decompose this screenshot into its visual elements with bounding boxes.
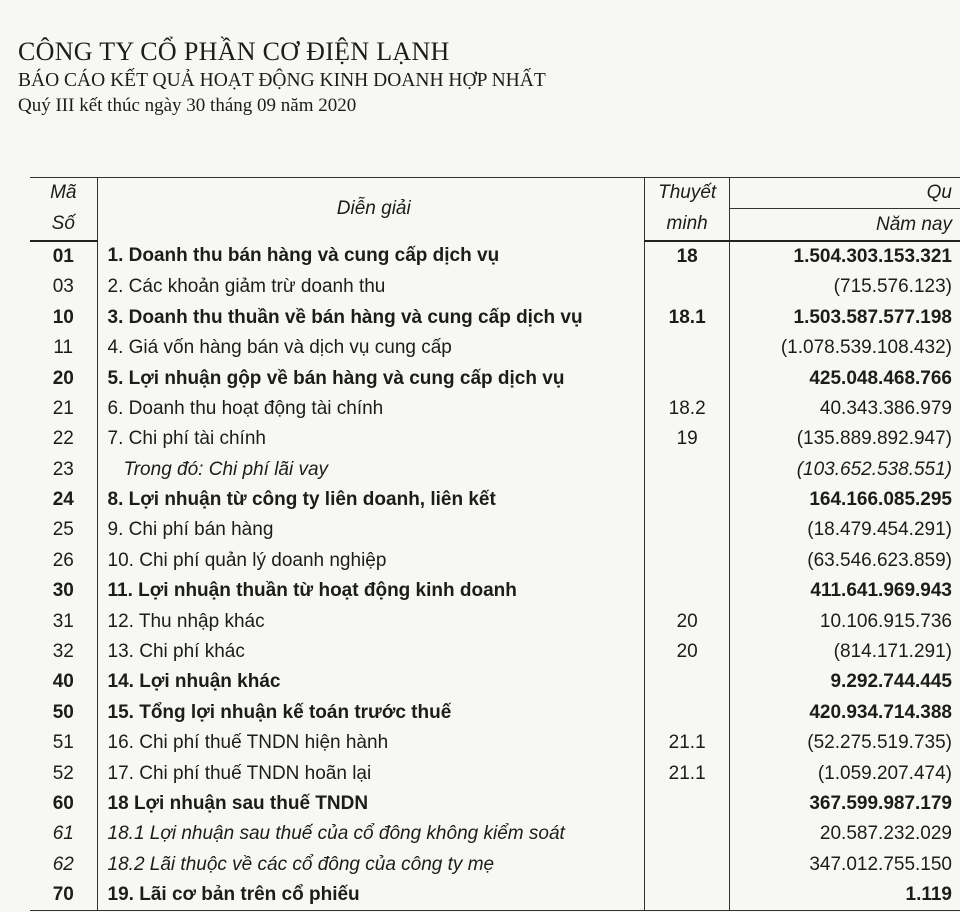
row-code: 26	[30, 546, 97, 576]
row-note	[644, 363, 729, 393]
row-note	[644, 455, 729, 485]
table-row	[30, 333, 960, 363]
row-amount: 20.587.232.029	[819, 823, 952, 845]
table-row	[30, 272, 960, 302]
row-note: 20	[644, 606, 729, 636]
table-row	[30, 606, 960, 636]
row-description: 18 Lợi nhuận sau thuế TNDN	[97, 789, 644, 819]
row-note	[644, 576, 729, 606]
row-note: 21.1	[644, 728, 729, 758]
row-amount: (135.889.892.947)	[796, 428, 952, 450]
row-note: 21.1	[644, 758, 729, 788]
row-code: 62	[30, 850, 97, 880]
row-code: 31	[30, 606, 97, 636]
row-amount: (1.078.539.108.432)	[780, 337, 952, 359]
table-row	[30, 515, 960, 545]
row-code: 70	[30, 880, 97, 911]
row-note: 20	[644, 637, 729, 667]
table-row	[30, 394, 960, 424]
row-amount: 10.106.915.736	[819, 610, 952, 632]
row-description: 17. Chi phí thuế TNDN hoãn lại	[97, 758, 644, 788]
row-note: 19	[644, 424, 729, 454]
row-code: 22	[30, 424, 97, 454]
row-code: 61	[30, 819, 97, 849]
row-code: 20	[30, 363, 97, 393]
row-code: 03	[30, 272, 97, 302]
table-row	[30, 758, 960, 788]
report-header	[18, 36, 546, 117]
row-amount: 1.119	[730, 880, 960, 911]
row-description: 9. Chi phí bán hàng	[97, 515, 644, 545]
table-row	[30, 819, 960, 849]
header-note-bottom: minh	[644, 209, 729, 241]
table-row	[30, 424, 960, 454]
header-current-year: Năm nay	[730, 209, 960, 241]
row-note	[644, 819, 729, 849]
row-amount: 367.599.987.179	[809, 793, 952, 814]
table-row	[30, 850, 960, 880]
header-code-bottom: Số	[30, 209, 97, 241]
row-description: 7. Chi phí tài chính	[97, 424, 644, 454]
table-row	[30, 698, 960, 728]
row-code: 40	[30, 667, 97, 697]
row-amount: (63.546.623.859)	[807, 549, 952, 571]
row-note	[644, 850, 729, 880]
row-note	[644, 880, 729, 911]
row-description: 6. Doanh thu hoạt động tài chính	[97, 394, 644, 424]
row-note	[644, 667, 729, 697]
row-description: 11. Lợi nhuận thuần từ hoạt động kinh doanh	[97, 576, 644, 606]
row-description: 8. Lợi nhuận từ công ty liên doanh, liên kết	[97, 485, 644, 515]
row-description: 10. Chi phí quản lý doanh nghiệp	[97, 546, 644, 576]
row-amount: (814.171.291)	[833, 641, 952, 663]
row-note: 18.2	[644, 394, 729, 424]
row-amount: 1.504.303.153.321	[793, 245, 952, 267]
row-description: 1. Doanh thu bán hàng và cung cấp dịch vụ	[97, 241, 644, 272]
row-code: 50	[30, 698, 97, 728]
row-amount: 425.048.468.766	[809, 367, 952, 389]
row-code: 11	[30, 333, 97, 363]
row-amount: (103.652.538.551)	[796, 458, 952, 480]
company-name: CÔNG TY CỔ PHẦN CƠ ĐIỆN LẠNH	[18, 37, 450, 66]
header-code-top: Mã	[30, 178, 97, 209]
row-note	[644, 546, 729, 576]
row-description: 15. Tổng lợi nhuận kế toán trước thuế	[97, 698, 644, 728]
report-period: Quý III kết thúc ngày 30 tháng 09 năm 2020	[18, 94, 357, 116]
row-code: 32	[30, 637, 97, 667]
row-code: 51	[30, 728, 97, 758]
row-note: 18	[644, 241, 729, 272]
row-code: 01	[30, 241, 97, 272]
row-description: 18.1 Lợi nhuận sau thuế của cổ đông không kiểm soát	[97, 819, 644, 849]
row-amount: 164.166.085.295	[809, 489, 952, 511]
table-row	[30, 363, 960, 393]
table-row	[30, 637, 960, 667]
row-description: 5. Lợi nhuận gộp về bán hàng và cung cấp dịch vụ	[97, 363, 644, 393]
row-code: 25	[30, 515, 97, 545]
row-description: 2. Các khoản giảm trừ doanh thu	[97, 272, 644, 302]
row-description: 16. Chi phí thuế TNDN hiện hành	[97, 728, 644, 758]
header-note-top: Thuyết	[644, 178, 729, 209]
table-row	[30, 880, 960, 911]
header-period-group: Qu	[730, 178, 960, 209]
row-description: 13. Chi phí khác	[97, 637, 644, 667]
report-title: BÁO CÁO KẾT QUẢ HOẠT ĐỘNG KINH DOANH HỢP NHẤT	[18, 70, 546, 92]
table-row	[30, 241, 960, 272]
table-row	[30, 546, 960, 576]
row-code: 24	[30, 485, 97, 515]
table-row	[30, 485, 960, 515]
table-row	[30, 789, 960, 819]
row-description	[97, 455, 644, 485]
row-note	[644, 789, 729, 819]
row-code: 30	[30, 576, 97, 606]
row-amount: (1.059.207.474)	[817, 762, 952, 784]
row-amount: 40.343.386.979	[819, 397, 952, 419]
row-description: 19. Lãi cơ bản trên cổ phiếu	[97, 880, 644, 911]
income-statement-table	[30, 177, 960, 911]
row-code: 60	[30, 789, 97, 819]
row-note	[644, 515, 729, 545]
table-row	[30, 576, 960, 606]
row-note	[644, 485, 729, 515]
row-amount: 420.934.714.388	[809, 701, 952, 723]
row-note	[644, 333, 729, 363]
row-amount: 347.012.755.150	[809, 853, 952, 875]
row-note	[644, 272, 729, 302]
row-description: 3. Doanh thu thuần về bán hàng và cung cấp dịch vụ	[97, 303, 644, 333]
row-description: 14. Lợi nhuận khác	[97, 667, 644, 697]
row-amount: 1.503.587.577.198	[793, 306, 952, 328]
table-row	[30, 728, 960, 758]
table-row	[30, 303, 960, 333]
row-description: 18.2 Lãi thuộc về các cổ đông của công ty mẹ	[97, 850, 644, 880]
row-code: 21	[30, 394, 97, 424]
row-description-text: Trong đó: Chi phí lãi vay	[123, 458, 329, 480]
table-row	[30, 455, 960, 485]
row-code: 52	[30, 758, 97, 788]
row-code: 10	[30, 303, 97, 333]
row-amount: (715.576.123)	[833, 276, 952, 298]
row-amount: (18.479.454.291)	[807, 519, 952, 541]
row-note	[644, 698, 729, 728]
row-description: 12. Thu nhập khác	[97, 606, 644, 636]
row-amount: 9.292.744.445	[830, 671, 952, 693]
header-description: Diễn giải	[97, 178, 644, 241]
row-code: 23	[30, 455, 97, 485]
row-amount: 411.641.969.943	[810, 580, 952, 602]
row-amount: (52.275.519.735)	[807, 732, 952, 754]
row-note: 18.1	[644, 303, 729, 333]
row-description: 4. Giá vốn hàng bán và dịch vụ cung cấp	[97, 333, 644, 363]
table-row	[30, 667, 960, 697]
